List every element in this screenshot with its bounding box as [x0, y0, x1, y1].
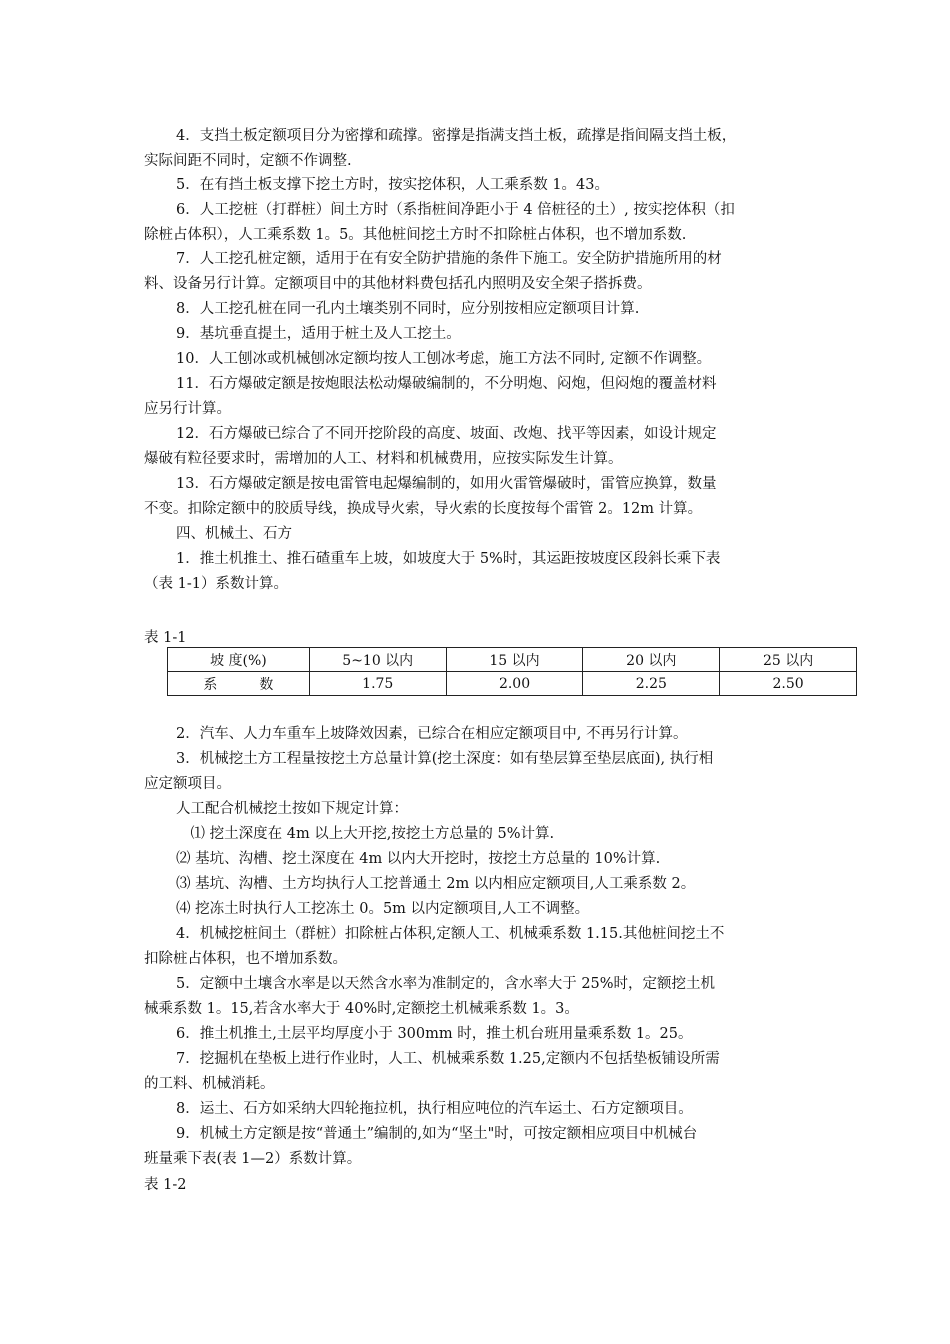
paragraph-item-11 [144, 372, 814, 421]
text-line: ⑷ 挖冻土时执行人工挖冻土 0。5m 以内定额项目,人工不调整。 [176, 901, 590, 917]
paragraph-machine-3 [144, 747, 814, 796]
text-line: 2．汽车、人力车重车上坡降效因素，已综合在相应定额项目中, 不再另行计算。 [176, 726, 688, 742]
paragraph-item-13 [144, 472, 814, 521]
table-row [168, 672, 857, 696]
text-line: ⑵ 基坑、沟槽、挖土深度在 4m 以内大开挖时，按挖土方总量的 10%计算. [176, 851, 661, 867]
table-cell: 2.00 [446, 672, 583, 696]
text-line: ⑴ 挖土深度在 4m 以上大开挖,按挖土方总量的 5%计算. [176, 826, 555, 842]
text-line: 6．推土机推土,土层平均厚度小于 300mm 时，推土机台班用量乘系数 1。25。 [176, 1026, 693, 1042]
text-line: 1．推土机推土、推石碴重车上坡，如坡度大于 5%时，其运距按坡度区段斜长乘下表 [176, 551, 721, 567]
rule-item-1 [144, 822, 814, 847]
text-line: 爆破有粒径要求时，需增加的人工、材料和机械费用，应按实际发生计算。 [144, 450, 623, 467]
table-label-1-2: 表 1-2 [144, 1177, 187, 1193]
paragraph-item-5 [144, 173, 814, 198]
text-line: 应定额项目。 [144, 775, 231, 792]
text-line: 扣除桩占体积，也不增加系数。 [144, 950, 347, 967]
table-cell: 2.25 [583, 672, 720, 696]
table-cell: 25 以内 [720, 648, 857, 672]
text-line: 3．机械挖土方工程量按挖土方总量计算(挖土深度：如有垫层算至垫层底面), 执行相 [176, 751, 714, 767]
text-line: 5．在有挡土板支撑下挖土方时，按实挖体积，人工乘系数 1。43。 [176, 177, 610, 193]
text-line: 6．人工挖桩（打群桩）间土方时（系指桩间净距小于 4 倍桩径的土）, 按实挖体积（扣 [176, 202, 735, 218]
text-line: 11．石方爆破定额是按炮眼法松动爆破编制的，不分明炮、闷炮，但闷炮的覆盖材料 [176, 376, 717, 392]
paragraph-item-4 [144, 124, 814, 173]
paragraph-machine-1 [144, 547, 814, 596]
text-line: 不变。扣除定额中的胶质导线，换成导火索，导火索的长度按每个雷管 2。12m 计算。 [144, 500, 703, 517]
text-line: 9．基坑垂直提土，适用于桩土及人工挖土。 [176, 326, 461, 342]
table-cell: 坡 度(%) [168, 648, 310, 672]
paragraph-machine-6 [144, 1022, 814, 1047]
text-line: 7．人工挖孔桩定额，适用于在有安全防护措施的条件下施工。安全防护措施所用的材 [176, 251, 722, 267]
text-line: 13．石方爆破定额是按电雷管电起爆编制的，如用火雷管爆破时，雷管应换算，数量 [176, 476, 717, 492]
rule-item-3 [144, 872, 814, 897]
text-line: 应另行计算。 [144, 400, 231, 417]
text-line: 10．人工刨冰或机械刨冰定额均按人工刨冰考虑，施工方法不同时, 定额不作调整。 [176, 351, 712, 367]
section-heading [144, 522, 814, 547]
text-line: 9．机械土方定额是按“普通土”编制的,如为“坚土"时，可按定额相应项目中机械台 [176, 1126, 698, 1142]
table-cell: 系 数 [168, 672, 310, 696]
text-line: 械乘系数 1。15,若含水率大于 40%时,定额挖土机械乘系数 1。3。 [144, 1000, 579, 1017]
paragraph-item-8 [144, 297, 814, 322]
table-cell: 2.50 [720, 672, 857, 696]
paragraph-machine-5 [144, 972, 814, 1021]
text-line: 4．支挡土板定额项目分为密撑和疏撑。密撑是指满支挡土板，疏撑是指间隔支挡土板， [176, 128, 737, 144]
paragraph-item-10 [144, 347, 814, 372]
text-line: 7．挖掘机在垫板上进行作业时，人工、机械乘系数 1.25,定额内不包括垫板铺设所需 [176, 1051, 720, 1067]
text-line: （表 1-1）系数计算。 [144, 575, 288, 592]
text-line: 的工料、机械消耗。 [144, 1075, 275, 1092]
text-line: 实际间距不同时，定额不作调整. [144, 152, 352, 169]
text-line: 4．机械挖桩间土（群桩）扣除桩占体积,定额人工、机械乘系数 1.15.其他桩间挖土不 [176, 926, 725, 942]
paragraph-machine-9 [144, 1122, 814, 1171]
text-line: 料、设备另行计算。定额项目中的其他材料费包括孔内照明及安全架子搭拆费。 [144, 275, 652, 292]
text-line: ⑶ 基坑、沟槽、土方均执行人工挖普通土 2m 以内相应定额项目,人工乘系数 2。 [176, 876, 696, 892]
paragraph-item-12 [144, 422, 814, 471]
paragraph-machine-2 [144, 722, 814, 747]
paragraph-machine-4 [144, 922, 814, 971]
table-cell: 20 以内 [583, 648, 720, 672]
table-header-row [168, 648, 857, 672]
paragraph-item-9 [144, 322, 814, 347]
table-cell: 1.75 [309, 672, 446, 696]
table-cell: 5~10 以内 [309, 648, 446, 672]
text-line: 12．石方爆破已综合了不同开挖阶段的高度、坡面、改炮、找平等因素，如设计规定 [176, 426, 717, 442]
text-line: 除桩占体积），人工乘系数 1。5。其他桩间挖土方时不扣除桩占体积，也不增加系数. [144, 226, 687, 243]
table-1-1 [167, 647, 857, 696]
paragraph-machine-8 [144, 1097, 814, 1122]
paragraph-item-6 [144, 198, 814, 247]
table-label-1-1: 表 1-1 [144, 630, 187, 646]
text-line: 8．人工挖孔桩在同一孔内土壤类别不同时，应分别按相应定额项目计算. [176, 301, 640, 317]
table-cell: 15 以内 [446, 648, 583, 672]
rule-item-2 [144, 847, 814, 872]
paragraph-machine-7 [144, 1047, 814, 1096]
text-line: 四、机械土、石方 [176, 526, 292, 542]
text-line: 班量乘下表(表 1—2）系数计算。 [144, 1150, 362, 1167]
rule-item-4 [144, 897, 814, 922]
text-line: 人工配合机械挖土按如下规定计算： [176, 801, 408, 817]
text-line: 8．运土、石方如采纳大四轮拖拉机，执行相应吨位的汽车运土、石方定额项目。 [176, 1101, 693, 1117]
text-line: 5．定额中土壤含水率是以天然含水率为准制定的，含水率大于 25%时，定额挖土机 [176, 976, 716, 992]
paragraph-item-7 [144, 247, 814, 296]
paragraph-manual-rules [144, 797, 814, 822]
